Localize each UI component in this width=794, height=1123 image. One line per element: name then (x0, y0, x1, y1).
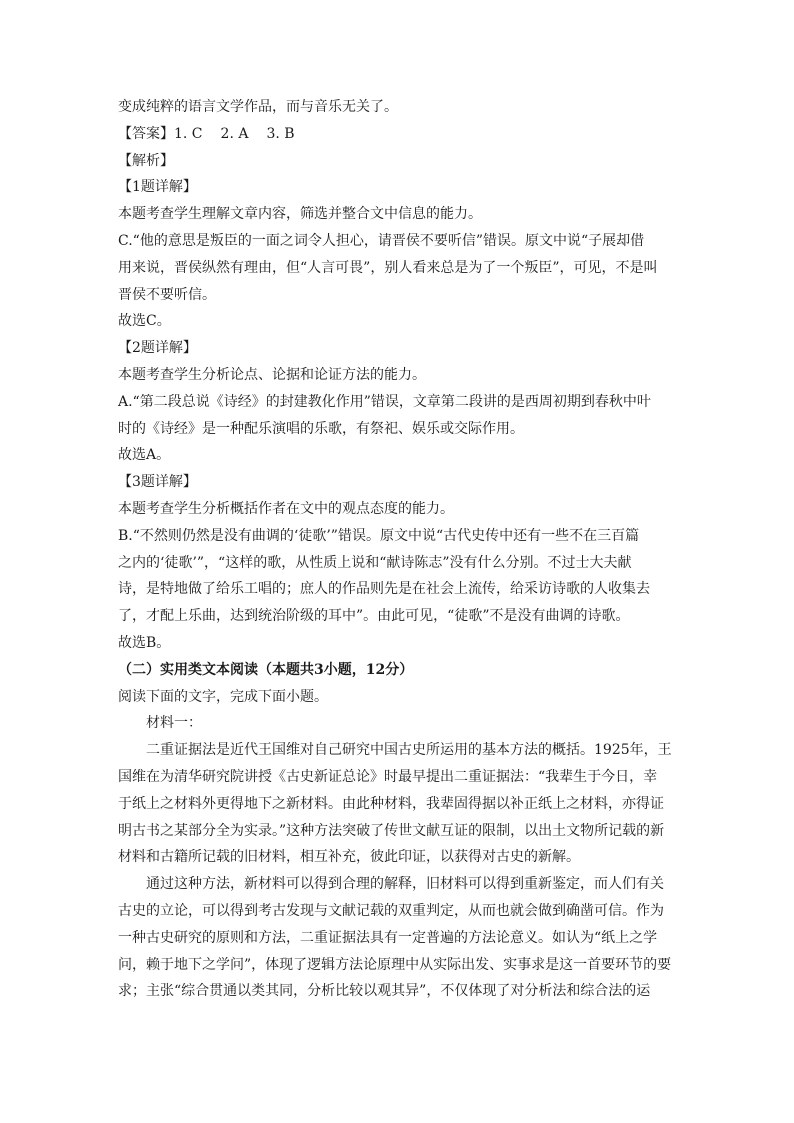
text-line: 故选A。 (118, 447, 171, 464)
section-heading: 【2题详解】 (118, 340, 197, 357)
answer-item: 2. A (220, 125, 249, 142)
material-label: 材料一： (146, 715, 202, 732)
instruction-line: 阅读下面的文字，完成下面小题。 (118, 688, 328, 705)
text-line: 故选B。 (118, 634, 171, 651)
text-line: C.“他的意思是叛臣的一面之词令人担心，请晋侯不要听信”错误。原文中说“子展却借 (118, 232, 645, 249)
answer-item: 1. C (174, 125, 203, 142)
text-line: 之内的‘徒歌’”，“这样的歌，从性质上说和“献诗陈志”没有什么分别。不过士大夫献 (118, 554, 632, 571)
section-heading: 【3题详解】 (118, 474, 197, 491)
section-title: （二）实用类文本阅读（本题共3小题，12分） (118, 661, 414, 678)
text-line: 故选C。 (118, 313, 171, 330)
section-heading: 【1题详解】 (118, 179, 197, 196)
text-line: 通过这种方法，新材料可以得到合理的解释，旧材料可以得到重新鉴定，而人们有关 (146, 876, 664, 893)
text-line: 一种古史研究的原则和方法，二重证据法具有一定普遍的方法论意义。如认为“纸上之学 (118, 929, 658, 946)
text-line: 明古书之某部分全为实录。”这种方法突破了传世文献互证的限制，以出土文物所记载的新 (118, 822, 665, 839)
text-line: 于纸上之材料外更得地下之新材料。由此种材料，我辈固得据以补正纸上之材料，亦得证 (118, 795, 664, 812)
answer-line (118, 121, 678, 148)
text-line: 晋侯不要听信。 (118, 286, 216, 303)
text-line: 国维在为清华研究院讲授《古史新证总论》时最早提出二重证据法：“我辈生于今日，幸 (118, 768, 658, 785)
text-line: 本题考查学生分析概括作者在文中的观点态度的能力。 (118, 500, 454, 517)
text-line: 求；主张“综合贯通以类其同，分析比较以观其异”，不仅体现了对分析法和综合法的运 (118, 983, 651, 1000)
text-line: 用来说，晋侯纵然有理由，但“人言可畏”，别人看来总是为了一个叛臣”，可见，不是叫 (118, 259, 658, 276)
text-line: 诗，是特地做了给乐工唱的；庶人的作品则先是在社会上流传，给采访诗歌的人收集去 (118, 581, 650, 598)
section-heading: 【解析】 (118, 152, 174, 169)
text-line: A.“第二段总说《诗经》的封建教化作用”错误，文章第二段讲的是西周初期到春秋中叶 (118, 393, 651, 410)
answer-item: 3. B (266, 125, 295, 142)
text-line: 二重证据法是近代王国维对自己研究中国古史所运用的基本方法的概括。1925年，王 (146, 742, 672, 759)
text-line: 本题考查学生理解文章内容，筛选并整合文中信息的能力。 (118, 206, 482, 223)
text-line: 变成纯粹的语言文学作品，而与音乐无关了。 (118, 99, 398, 115)
text-line: 了，才配上乐曲，达到统治阶级的耳中”。由此可见，“徒歌”不是没有曲调的诗歌。 (118, 608, 630, 625)
text-line: 古史的立论，可以得到考古发现与文献记载的双重判定，从而也就会做到确凿可信。作为 (118, 902, 664, 919)
text-line: 本题考查学生分析论点、论据和论证方法的能力。 (118, 366, 426, 383)
text-line: 材料和古籍所记载的旧材料，相互补充，彼此印证，以获得对古史的新解。 (118, 849, 580, 866)
answer-label: 【答案】 (118, 125, 174, 142)
text-line: 时的《诗经》是一种配乐演唱的乐歌，有祭祀、娱乐或交际作用。 (118, 420, 524, 437)
text-line: B.“不然则仍然是没有曲调的‘徒歌’”错误。原文中说“古代史传中还有一些不在三百篇 (118, 527, 640, 544)
text-line: 问，赖于地下之学问”，体现了逻辑方法论原理中从实际出发、实事求是这一首要环节的要 (118, 956, 672, 973)
document-page (118, 94, 678, 1005)
